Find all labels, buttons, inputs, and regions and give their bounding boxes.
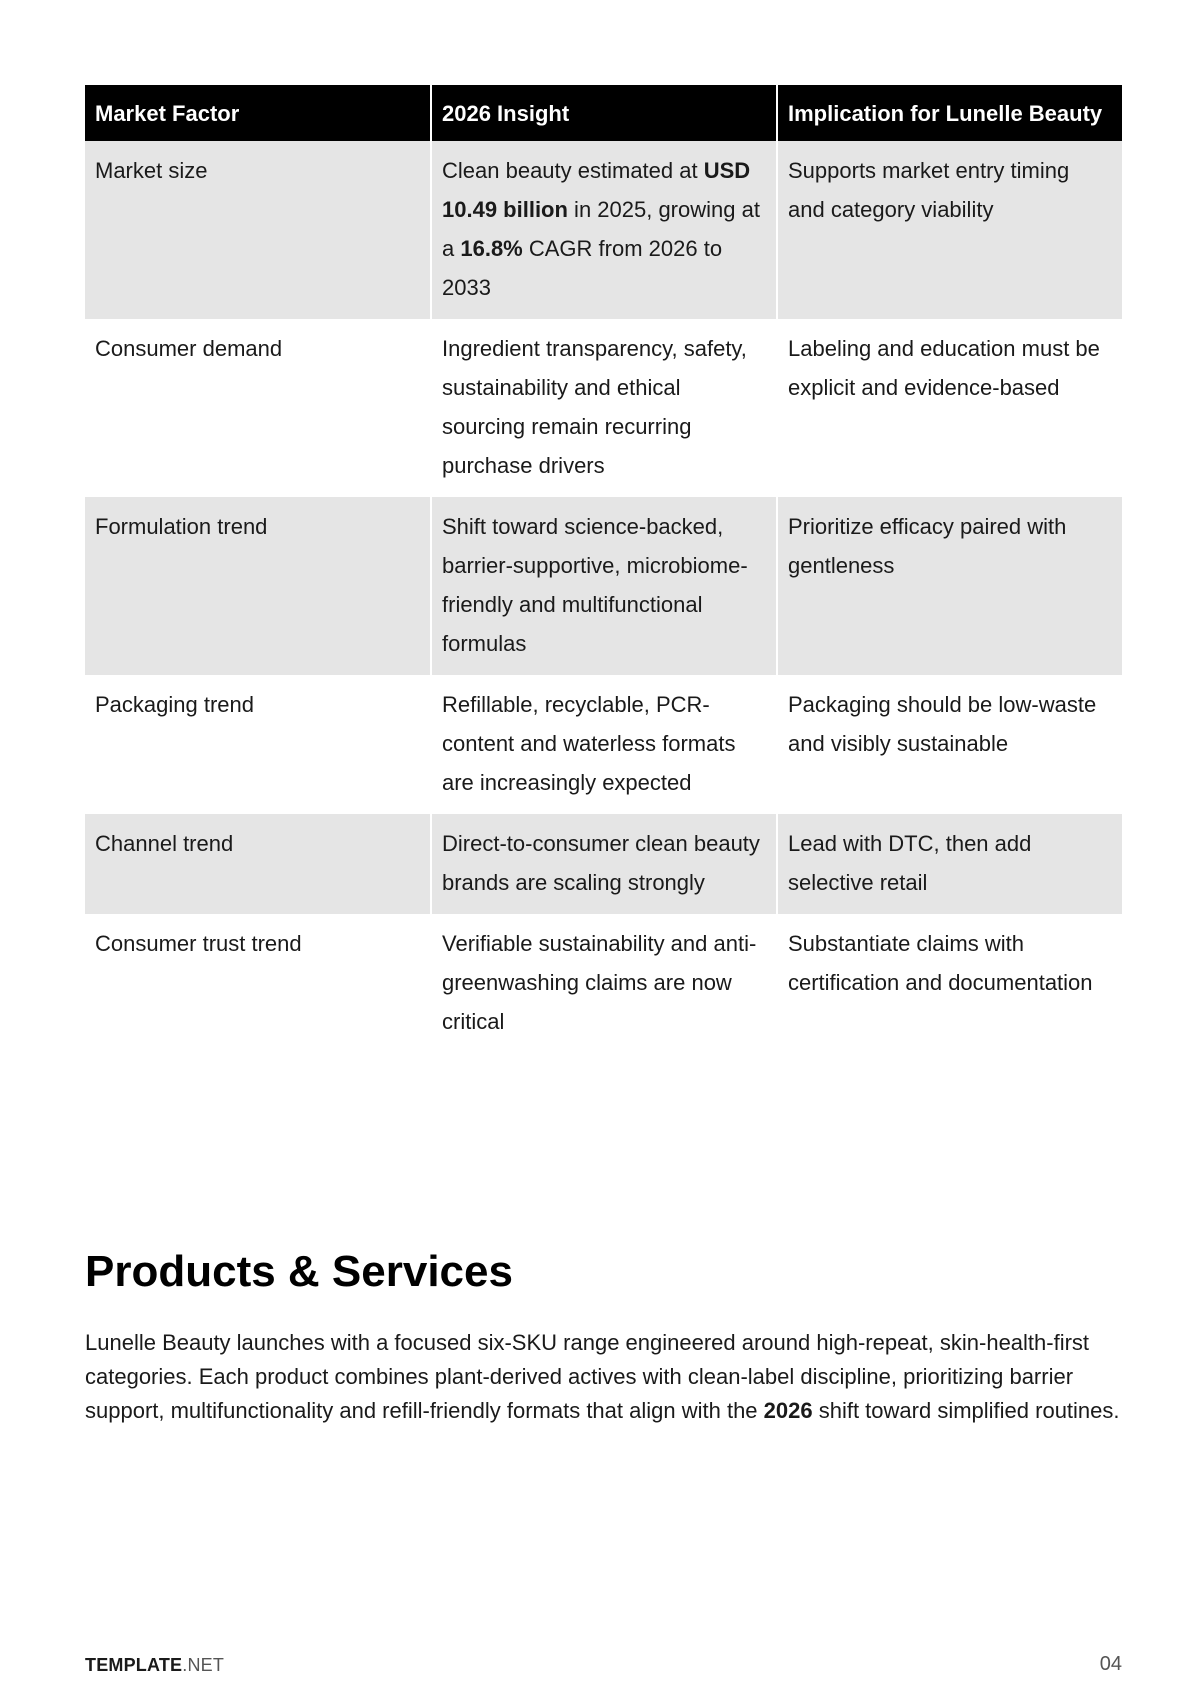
insight-text: Ingredient transparency, safety, sustainability and ethical sourcing remain recurring purchase drivers bbox=[442, 336, 747, 478]
insight-text: Refillable, recyclable, PCR-content and waterless formats are increasingly expected bbox=[442, 692, 736, 795]
table-header-row bbox=[85, 85, 1122, 141]
brand-name-bold: TEMPLATE bbox=[85, 1655, 183, 1675]
cell-implication: Lead with DTC, then add selective retail bbox=[777, 814, 1122, 914]
body-text: Lunelle Beauty launches with a focused six-SKU range engineered around high-repeat, skin-health-first categories. Each product combines plant-derived actives with clean-label discipline, prioritizing barrier support, multifunctionality and refill-friendly formats that align with the bbox=[85, 1330, 1090, 1423]
section-body-paragraph bbox=[85, 1326, 1122, 1428]
table-row bbox=[85, 675, 1122, 814]
body-text: shift toward simplified routines. bbox=[812, 1398, 1120, 1423]
market-factors-table bbox=[85, 85, 1122, 1053]
insight-emphasis: USD 10.49 billion bbox=[442, 158, 751, 222]
cell-2026-insight bbox=[431, 675, 777, 814]
body-emphasis: 2026 bbox=[763, 1398, 813, 1423]
brand-name-suffix: .NET bbox=[182, 1655, 225, 1675]
table-row bbox=[85, 814, 1122, 914]
insight-text: Shift toward science-backed, barrier-supportive, microbiome-friendly and multifunctional formulas bbox=[442, 514, 748, 656]
page-number: 04 bbox=[1099, 1653, 1122, 1675]
cell-implication: Supports market entry timing and category viability bbox=[777, 141, 1122, 319]
table-row bbox=[85, 497, 1122, 675]
table-row bbox=[85, 319, 1122, 497]
cell-2026-insight bbox=[431, 914, 777, 1053]
table-row bbox=[85, 141, 1122, 319]
cell-2026-insight bbox=[431, 814, 777, 914]
cell-implication: Packaging should be low-waste and visibly sustainable bbox=[777, 675, 1122, 814]
cell-implication: Substantiate claims with certification and documentation bbox=[777, 914, 1122, 1053]
insight-emphasis: 16.8% bbox=[460, 236, 523, 261]
cell-2026-insight bbox=[431, 497, 777, 675]
cell-implication: Prioritize efficacy paired with gentleness bbox=[777, 497, 1122, 675]
section-title: Products & Services bbox=[85, 1247, 513, 1296]
insight-text: CAGR from 2026 to 2033 bbox=[442, 236, 723, 300]
insight-text: in 2025, growing at a bbox=[442, 197, 760, 261]
table-row bbox=[85, 914, 1122, 1053]
cell-2026-insight bbox=[431, 319, 777, 497]
cell-2026-insight bbox=[431, 141, 777, 319]
cell-market-factor: Consumer trust trend bbox=[95, 931, 302, 956]
cell-market-factor: Market size bbox=[85, 141, 431, 319]
footer-brand-logo bbox=[85, 1654, 224, 1676]
header-2026-insight: 2026 Insight bbox=[431, 85, 777, 141]
header-implication: Implication for Lunelle Beauty bbox=[777, 85, 1122, 141]
cell-market-factor: Formulation trend bbox=[85, 497, 431, 675]
header-market-factor: Market Factor bbox=[85, 85, 431, 141]
cell-market-factor: Channel trend bbox=[85, 814, 431, 914]
insight-text: Verifiable sustainability and anti-greenwashing claims are now critical bbox=[442, 931, 757, 1034]
cell-market-factor: Packaging trend bbox=[95, 692, 254, 717]
insight-text: Clean beauty estimated at bbox=[442, 158, 704, 183]
cell-implication: Labeling and education must be explicit and evidence-based bbox=[777, 319, 1122, 497]
insight-text: Direct-to-consumer clean beauty brands are scaling strongly bbox=[442, 831, 760, 895]
cell-market-factor: Consumer demand bbox=[95, 336, 283, 361]
